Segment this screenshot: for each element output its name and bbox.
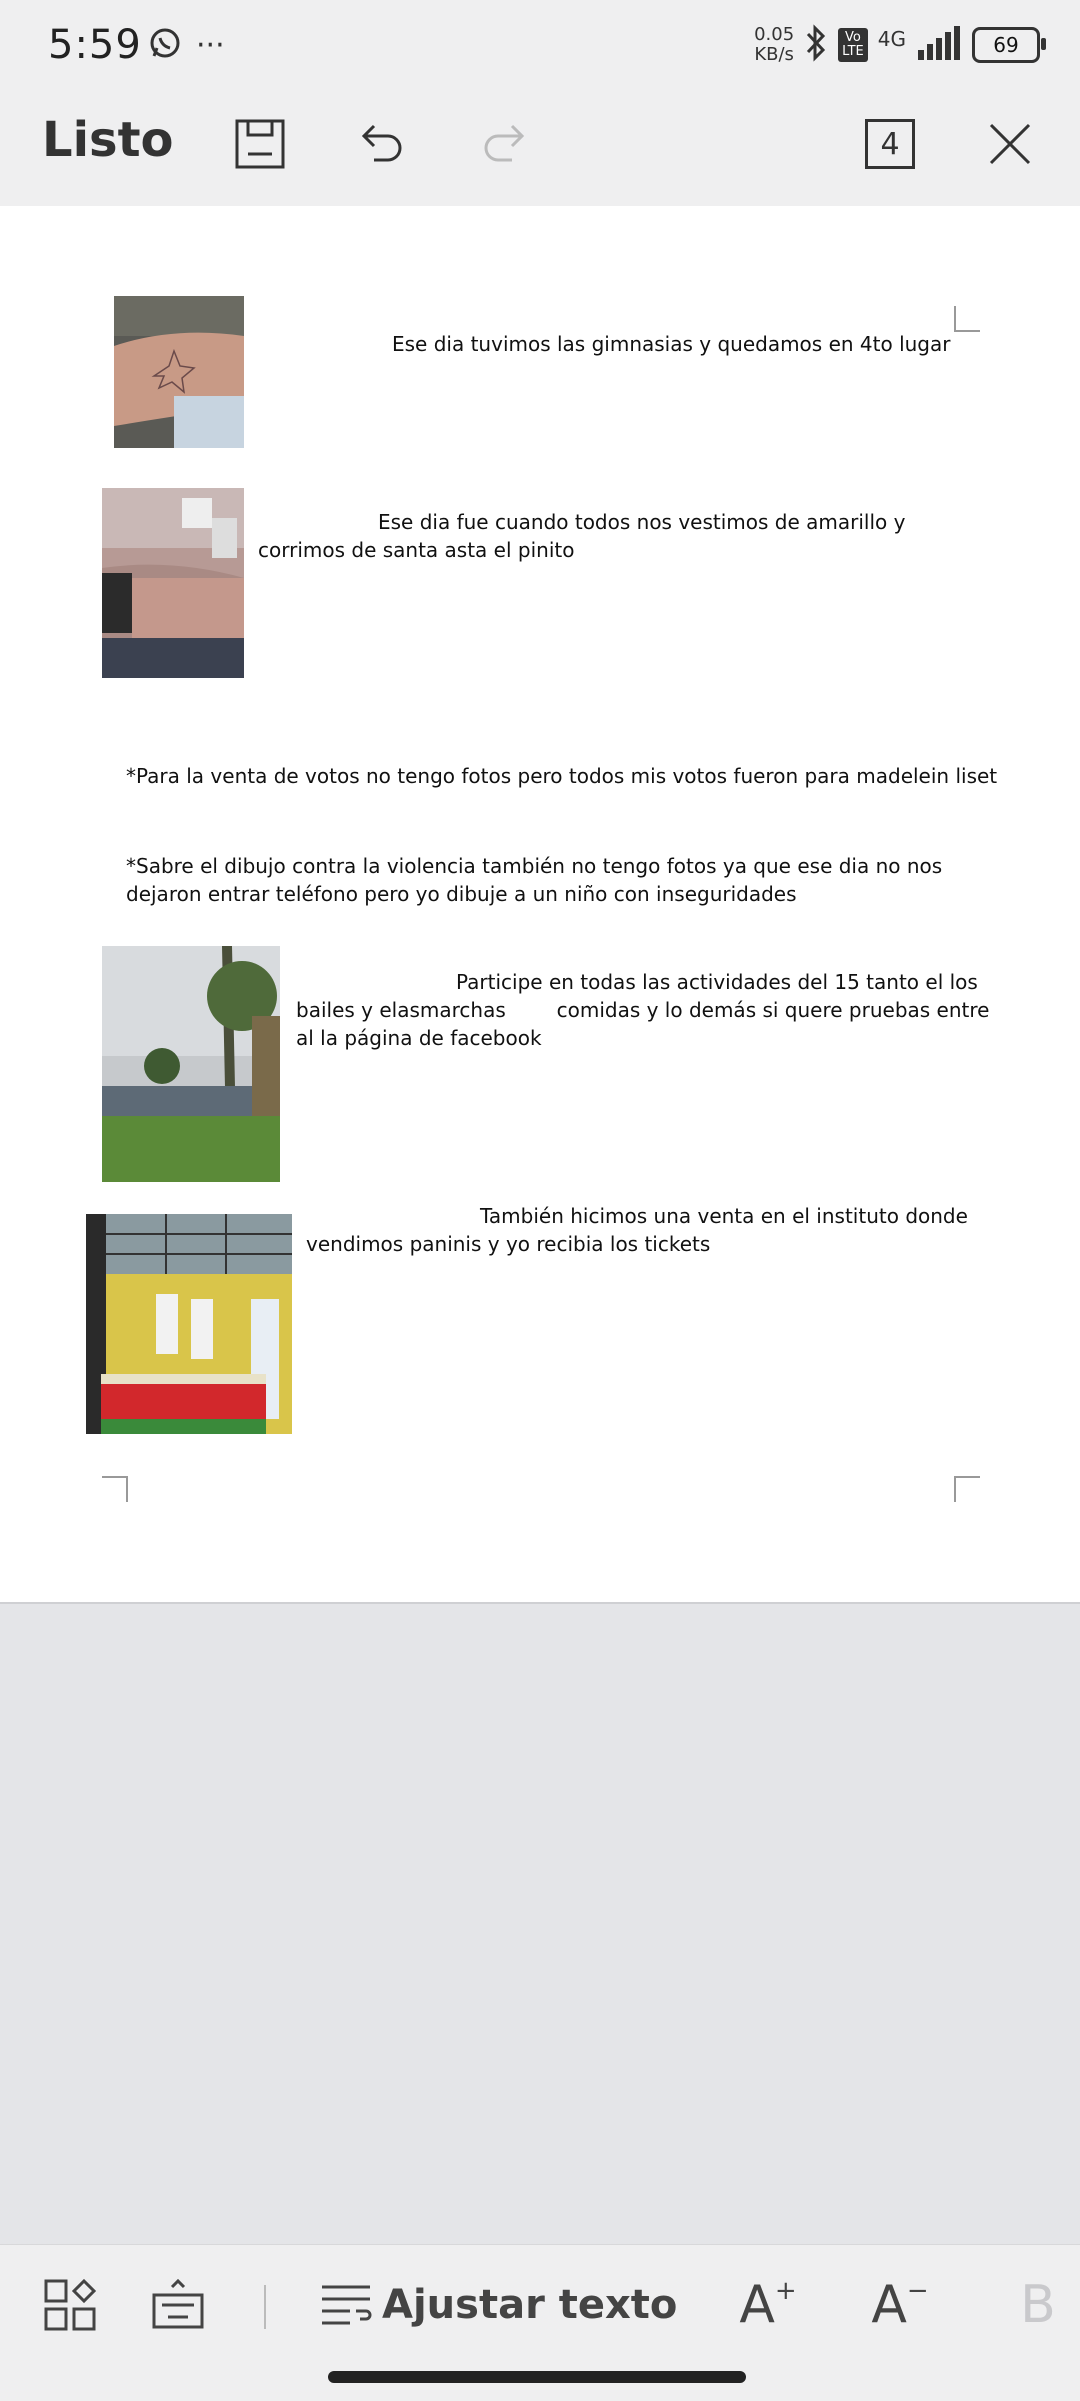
- paragraph-1: Ese dia tuvimos las gimnasias y quedamos en 4to lugar: [392, 332, 951, 356]
- status-right-icons: [754, 24, 1040, 66]
- paragraph-5-line-2: bailes y elasmarchas comidas y lo demás si quere pruebas entre: [296, 998, 990, 1022]
- paragraph-6-line-1: También hicimos una venta en el instituto donde: [480, 1204, 968, 1228]
- paragraph-4-line-1: *Sabre el dibujo contra la violencia también no tengo fotos ya que ese dia no nos: [126, 854, 943, 878]
- tools-grid-icon[interactable]: [38, 2273, 102, 2337]
- decrease-font-button[interactable]: A −: [871, 2275, 929, 2335]
- bottom-format-toolbar: [0, 2244, 1080, 2401]
- done-button[interactable]: Listo: [42, 112, 174, 168]
- wrap-text-label: Ajustar texto: [382, 2282, 678, 2328]
- close-icon[interactable]: [980, 114, 1040, 174]
- plus-icon: +: [774, 2276, 797, 2306]
- photo-arm-star[interactable]: [114, 296, 244, 448]
- minus-icon: −: [906, 2276, 929, 2306]
- more-notifications-icon: ···: [196, 27, 225, 63]
- paragraph-5-line-3: al la página de facebook: [296, 1026, 542, 1050]
- paragraph-3: *Para la venta de votos no tengo fotos pero todos mis votos fueron para madelein liset: [126, 764, 998, 788]
- increase-font-button[interactable]: A +: [739, 2275, 797, 2335]
- paragraph-5-line-1: Participe en todas las actividades del 15 tanto el los: [456, 970, 978, 994]
- net-speed: 0.05 KB/s: [754, 24, 795, 65]
- undo-icon[interactable]: [352, 114, 412, 174]
- margin-corner-top-right: [954, 306, 980, 332]
- bluetooth-icon: [804, 24, 828, 66]
- paragraph-2-line-2: corrimos de santa asta el pinito: [258, 538, 575, 562]
- photo-outdoor-event[interactable]: [102, 946, 280, 1182]
- bold-button[interactable]: B: [1020, 2275, 1056, 2335]
- wrap-text-button[interactable]: [320, 2273, 677, 2337]
- battery-icon: 69: [972, 27, 1040, 63]
- status-notification-icons: [148, 26, 225, 64]
- signal-icon: [916, 26, 962, 64]
- photo-sale-stand[interactable]: [86, 1214, 292, 1434]
- home-indicator[interactable]: [328, 2371, 746, 2383]
- photo-wrist-watch[interactable]: [102, 488, 244, 678]
- document-page[interactable]: [0, 206, 1080, 1604]
- whatsapp-icon: [148, 26, 182, 64]
- volte-badge: Vo LTE: [838, 28, 868, 62]
- paragraph-4-line-2: dejaron entrar teléfono pero yo dibuje a un niño con inseguridades: [126, 882, 797, 906]
- editor-toolbar: [0, 100, 1080, 206]
- paragraph-6-line-2: vendimos paninis y yo recibia los tickets: [306, 1232, 711, 1256]
- paragraph-2-line-1: Ese dia fue cuando todos nos vestimos de amarillo y: [378, 510, 906, 534]
- status-bar: [0, 0, 1080, 100]
- page-count-icon[interactable]: 4: [860, 114, 920, 174]
- status-time: 5:59: [48, 22, 142, 68]
- keyboard-icon[interactable]: [146, 2273, 210, 2337]
- margin-corner-bottom-left: [102, 1476, 128, 1502]
- network-type: 4G: [877, 27, 906, 51]
- margin-corner-bottom-right: [954, 1476, 980, 1502]
- redo-icon[interactable]: [474, 114, 534, 174]
- save-icon[interactable]: [230, 114, 290, 174]
- toolbar-divider: [264, 2285, 266, 2329]
